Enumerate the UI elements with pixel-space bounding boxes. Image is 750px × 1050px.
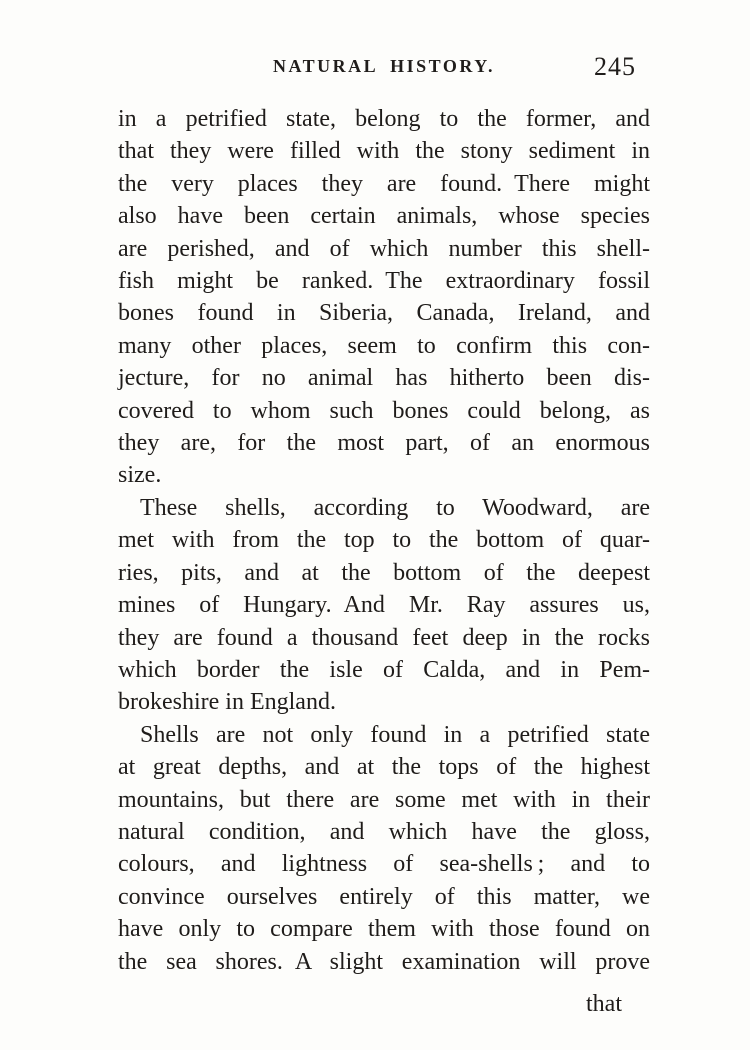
text-line: ries, pits, and at the bottom of the deepest [118,559,650,586]
page-number: 245 [594,52,636,81]
text-line: natural condition, and which have the gloss, [118,818,650,845]
text-line: which border the isle of Calda, and in Pem- [118,656,650,683]
text-line: These shells, according to Woodward, are [140,494,650,521]
running-header-title: NATURAL HISTORY. [272,56,496,76]
text-line: mines of Hungary. And Mr. Ray assures us, [118,592,650,619]
text-line: convince ourselves entirely of this matter, we [118,883,650,910]
catchword: that [586,990,622,1017]
text-line: many other places, seem to confirm this con- [118,332,650,359]
page-header [118,52,650,82]
text-line: fish might be ranked. The extraordinary fossil [118,268,650,295]
text-line: are perished, and of which number this shell- [118,235,650,262]
text-line: in a petrified state, belong to the former, and [118,106,650,132]
text-line: they are, for the most part, of an enormous [118,430,650,457]
body-text [118,103,650,978]
text-line: covered to whom such bones could belong, as [118,397,650,424]
text-line: met with from the top to the bottom of quar- [118,527,650,554]
text-line: that they were filled with the stony sediment in [118,138,650,165]
text-line: mountains, but there are some met with in their [118,786,650,813]
text-line: jecture, for no animal has hitherto been dis- [118,365,650,392]
text-line: the sea shores. A slight examination will prove [118,948,650,975]
text-line: brokeshire in England. [118,689,336,716]
text-line: bones found in Siberia, Canada, Ireland, and [118,300,650,327]
text-line: at great depths, and at the tops of the highest [118,754,650,781]
text-line: they are found a thousand feet deep in the rocks [118,624,650,651]
text-line: Shells are not only found in a petrified state [140,721,650,748]
text-line: have only to compare them with those found on [118,916,650,943]
text-line: colours, and lightness of sea-shells ; and to [118,851,650,878]
text-line: size. [118,462,162,489]
text-line: the very places they are found. There might [118,170,650,197]
text-line: also have been certain animals, whose species [118,203,650,230]
